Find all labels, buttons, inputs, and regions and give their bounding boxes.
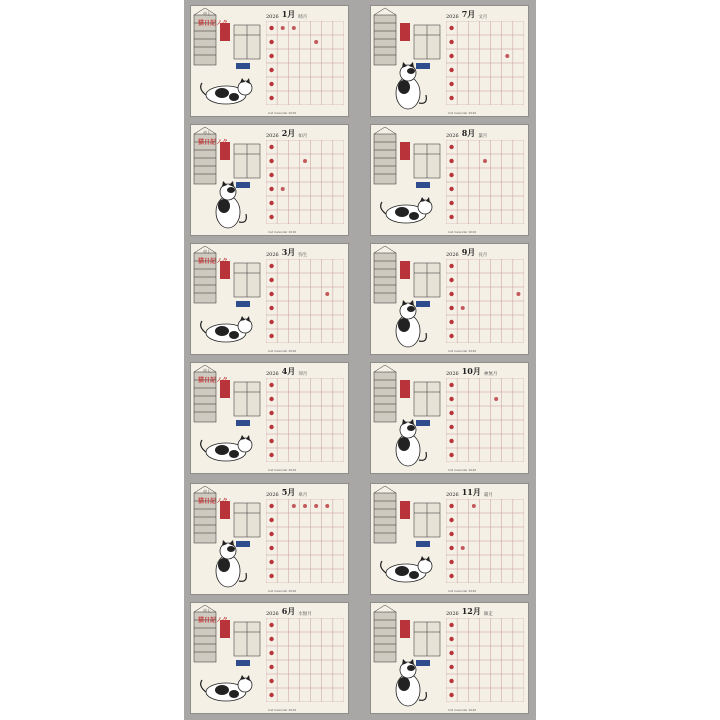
calendar-grid-lines — [266, 259, 344, 343]
holiday-marker — [449, 560, 453, 564]
blue-sign-icon — [416, 420, 430, 426]
holiday-marker — [449, 54, 453, 58]
brand-subtitle: 卓上 — [203, 249, 211, 254]
month-label: 4月 — [281, 366, 296, 376]
calendar-grid — [446, 499, 524, 583]
holiday-marker — [269, 159, 273, 163]
holiday-marker — [461, 306, 465, 310]
month-header — [266, 365, 344, 377]
calendar-grid-lines — [266, 499, 344, 583]
holiday-marker — [449, 411, 453, 415]
holiday-marker — [449, 532, 453, 536]
holiday-marker — [472, 504, 476, 508]
month-header — [266, 127, 344, 139]
card-footer: Cat Calendar 2026 — [268, 468, 297, 472]
month-illustration — [370, 483, 448, 595]
holiday-marker — [449, 334, 453, 338]
cat-sitting-icon — [216, 181, 246, 228]
year-label: 2026 — [446, 252, 459, 258]
month-subtitle: 霜月 — [483, 493, 493, 498]
holiday-marker — [449, 82, 453, 86]
holiday-marker — [494, 397, 498, 401]
calendar-grid-lines — [446, 499, 524, 583]
year-label: 2026 — [446, 492, 459, 498]
holiday-marker — [505, 54, 509, 58]
calendar-grid-lines — [446, 140, 524, 224]
holiday-marker — [314, 504, 318, 508]
month-header — [446, 486, 524, 498]
shop-sign-icon — [400, 261, 410, 279]
holiday-marker — [269, 96, 273, 100]
shop-sign-icon — [400, 380, 410, 398]
holiday-marker — [269, 383, 273, 387]
blue-sign-icon — [416, 182, 430, 188]
calendar-grid — [266, 140, 344, 224]
holiday-marker — [449, 693, 453, 697]
calendar-grid — [446, 618, 524, 702]
month-header — [446, 365, 524, 377]
holiday-marker — [449, 159, 453, 163]
holiday-marker — [449, 439, 453, 443]
month-card — [370, 362, 529, 474]
holiday-marker — [269, 411, 273, 415]
card-footer: Cat Calendar 2026 — [268, 230, 297, 234]
month-card — [370, 602, 529, 714]
cat-lying-icon — [201, 316, 252, 342]
month-subtitle: 長月 — [478, 253, 488, 258]
holiday-marker — [269, 215, 273, 219]
card-footer: Cat Calendar 2026 — [448, 708, 477, 712]
holiday-marker — [449, 546, 453, 550]
holiday-marker — [269, 145, 273, 149]
holiday-marker — [269, 320, 273, 324]
year-label: 2026 — [446, 133, 459, 139]
month-illustration — [370, 602, 448, 714]
month-label: 6月 — [281, 606, 296, 616]
holiday-marker — [449, 679, 453, 683]
blue-sign-icon — [236, 182, 250, 188]
month-card — [370, 124, 529, 236]
holiday-marker — [269, 623, 273, 627]
blue-sign-icon — [416, 541, 430, 547]
calendar-grid — [266, 378, 344, 462]
holiday-marker — [269, 264, 273, 268]
month-label: 2月 — [281, 128, 296, 138]
cat-sitting-icon — [216, 540, 246, 587]
cat-lying-icon — [201, 435, 252, 461]
month-card — [370, 5, 529, 117]
card-footer: Cat Calendar 2026 — [448, 589, 477, 593]
holiday-marker — [449, 201, 453, 205]
holiday-marker — [269, 693, 273, 697]
cat-lying-icon — [381, 197, 432, 223]
holiday-marker — [269, 532, 273, 536]
cat-lying-icon — [201, 78, 252, 104]
month-header — [266, 246, 344, 258]
holiday-marker — [269, 334, 273, 338]
holiday-marker — [449, 96, 453, 100]
holiday-marker — [269, 201, 273, 205]
month-subtitle: 文月 — [478, 15, 488, 20]
month-header — [266, 605, 344, 617]
month-subtitle: 葉月 — [478, 134, 488, 139]
calendar-grid — [446, 21, 524, 105]
month-card — [190, 124, 349, 236]
year-label: 2026 — [446, 611, 459, 617]
calendar-grid-lines — [266, 378, 344, 462]
holiday-marker — [292, 26, 296, 30]
brand-subtitle: 卓上 — [203, 368, 211, 373]
card-footer: Cat Calendar 2026 — [448, 230, 477, 234]
holiday-marker — [449, 26, 453, 30]
month-header — [446, 246, 524, 258]
year-label: 2026 — [266, 611, 279, 617]
holiday-marker — [449, 637, 453, 641]
holiday-marker — [270, 439, 274, 443]
month-subtitle: 弥生 — [298, 253, 308, 258]
holiday-marker — [292, 504, 296, 508]
month-label: 1月 — [281, 9, 296, 19]
holiday-marker — [325, 292, 329, 296]
holiday-marker — [269, 173, 273, 177]
calendar-grid-lines — [266, 21, 344, 105]
cat-lying-icon — [201, 675, 252, 701]
calendar-grid-lines — [446, 259, 524, 343]
holiday-marker — [269, 651, 273, 655]
holiday-marker — [449, 397, 453, 401]
holiday-marker — [269, 82, 273, 86]
brand-logo: 猫日記ノク — [198, 498, 228, 505]
holiday-marker — [450, 306, 454, 310]
holiday-marker — [461, 546, 465, 550]
holiday-marker — [269, 425, 273, 429]
month-card — [190, 5, 349, 117]
month-subtitle: 水無月 — [298, 612, 312, 617]
card-footer: Cat Calendar 2026 — [448, 349, 477, 353]
holiday-marker — [269, 68, 273, 72]
brand-logo: 猫日記ノク — [198, 139, 228, 146]
holiday-marker — [269, 54, 273, 58]
blue-sign-icon — [236, 541, 250, 547]
blue-sign-icon — [236, 420, 250, 426]
holiday-marker — [449, 518, 453, 522]
brand-logo: 猫日記ノク — [198, 617, 228, 624]
shop-sign-icon — [400, 501, 410, 519]
month-card — [190, 483, 349, 595]
holiday-marker — [449, 453, 453, 457]
calendar-grid — [446, 140, 524, 224]
holiday-marker — [269, 292, 273, 296]
blue-sign-icon — [416, 660, 430, 666]
month-illustration — [370, 5, 448, 117]
month-label: 10月 — [461, 366, 481, 376]
holiday-marker — [269, 679, 273, 683]
holiday-marker — [449, 665, 453, 669]
month-label: 5月 — [281, 487, 296, 497]
month-card — [370, 243, 529, 355]
brand-logo: 猫日記ノク — [198, 258, 228, 265]
holiday-marker — [449, 504, 453, 508]
card-footer: Cat Calendar 2026 — [268, 708, 297, 712]
blue-sign-icon — [236, 660, 250, 666]
month-card — [190, 362, 349, 474]
blue-sign-icon — [236, 301, 250, 307]
holiday-marker — [269, 40, 273, 44]
card-footer: Cat Calendar 2026 — [268, 111, 297, 115]
brand-subtitle: 卓上 — [203, 489, 211, 494]
calendar-grid-lines — [446, 618, 524, 702]
holiday-marker — [281, 26, 285, 30]
card-footer: Cat Calendar 2026 — [448, 468, 477, 472]
holiday-marker — [449, 425, 453, 429]
calendar-grid-lines — [446, 21, 524, 105]
brand-subtitle: 卓上 — [203, 130, 211, 135]
year-label: 2026 — [266, 133, 279, 139]
year-label: 2026 — [266, 371, 279, 377]
cat-sitting-icon — [396, 300, 426, 347]
calendar-grid — [446, 378, 524, 462]
month-label: 11月 — [461, 487, 481, 497]
month-label: 12月 — [461, 606, 481, 616]
month-illustration — [370, 243, 448, 355]
holiday-marker — [449, 574, 453, 578]
month-illustration — [370, 362, 448, 474]
calendar-grid-lines — [266, 140, 344, 224]
month-label: 3月 — [281, 247, 296, 257]
holiday-marker — [449, 187, 453, 191]
holiday-marker — [269, 278, 273, 282]
calendar-grid-lines — [446, 378, 524, 462]
holiday-marker — [269, 187, 273, 191]
month-label: 7月 — [461, 9, 476, 19]
holiday-marker — [449, 623, 453, 627]
holiday-marker — [270, 26, 274, 30]
blue-sign-icon — [416, 301, 430, 307]
calendar-grid — [266, 21, 344, 105]
cat-sitting-icon — [396, 62, 426, 109]
holiday-marker — [483, 159, 487, 163]
holiday-marker — [449, 40, 453, 44]
year-label: 2026 — [446, 371, 459, 377]
calendar-grid — [266, 618, 344, 702]
brand-subtitle: 卓上 — [203, 11, 211, 16]
month-illustration — [370, 124, 448, 236]
blue-sign-icon — [416, 63, 430, 69]
calendar-grid — [266, 259, 344, 343]
year-label: 2026 — [266, 492, 279, 498]
holiday-marker — [269, 637, 273, 641]
holiday-marker — [325, 504, 329, 508]
cat-sitting-icon — [396, 659, 426, 706]
shop-sign-icon — [400, 620, 410, 638]
holiday-marker — [449, 292, 453, 296]
calendar-grid — [266, 499, 344, 583]
holiday-marker — [269, 665, 273, 669]
year-label: 2026 — [446, 14, 459, 20]
holiday-marker — [314, 40, 318, 44]
month-header — [446, 127, 524, 139]
holiday-marker — [281, 187, 285, 191]
month-header — [446, 8, 524, 20]
month-label: 8月 — [461, 128, 476, 138]
holiday-marker — [449, 383, 453, 387]
month-header — [266, 486, 344, 498]
holiday-marker — [449, 215, 453, 219]
month-header — [446, 605, 524, 617]
brand-subtitle: 卓上 — [203, 608, 211, 613]
month-header — [266, 8, 344, 20]
holiday-marker — [269, 574, 273, 578]
holiday-marker — [449, 264, 453, 268]
holiday-marker — [449, 173, 453, 177]
blue-sign-icon — [236, 63, 250, 69]
cat-lying-icon — [381, 556, 432, 582]
month-card — [190, 243, 349, 355]
year-label: 2026 — [266, 252, 279, 258]
holiday-marker — [303, 159, 307, 163]
holiday-marker — [516, 292, 520, 296]
month-subtitle: 卯月 — [298, 372, 308, 377]
holiday-marker — [269, 546, 273, 550]
year-label: 2026 — [266, 14, 279, 20]
holiday-marker — [303, 504, 307, 508]
holiday-marker — [449, 320, 453, 324]
holiday-marker — [269, 453, 273, 457]
holiday-marker — [449, 68, 453, 72]
calendar-grid — [446, 259, 524, 343]
holiday-marker — [269, 518, 273, 522]
card-footer: Cat Calendar 2026 — [448, 111, 477, 115]
calendar-sheet — [184, 0, 536, 720]
shop-sign-icon — [400, 142, 410, 160]
month-label: 9月 — [461, 247, 476, 257]
holiday-marker — [269, 560, 273, 564]
holiday-marker — [449, 145, 453, 149]
holiday-marker — [269, 504, 273, 508]
month-subtitle: 神無月 — [483, 372, 498, 377]
cat-sitting-icon — [396, 419, 426, 466]
shop-sign-icon — [400, 23, 410, 41]
card-footer: Cat Calendar 2026 — [268, 589, 297, 593]
brand-logo: 猫日記ノク — [198, 20, 228, 27]
holiday-marker — [269, 306, 273, 310]
holiday-marker — [449, 278, 453, 282]
brand-logo: 猫日記ノク — [198, 377, 228, 384]
holiday-marker — [449, 651, 453, 655]
holiday-marker — [269, 397, 273, 401]
card-footer: Cat Calendar 2026 — [268, 349, 297, 353]
month-subtitle: 皐月 — [298, 493, 308, 498]
month-card — [370, 483, 529, 595]
month-card — [190, 602, 349, 714]
calendar-grid-lines — [266, 618, 344, 702]
month-subtitle: 師走 — [483, 612, 493, 617]
month-subtitle: 如月 — [298, 134, 308, 139]
month-subtitle: 睦月 — [298, 15, 308, 20]
